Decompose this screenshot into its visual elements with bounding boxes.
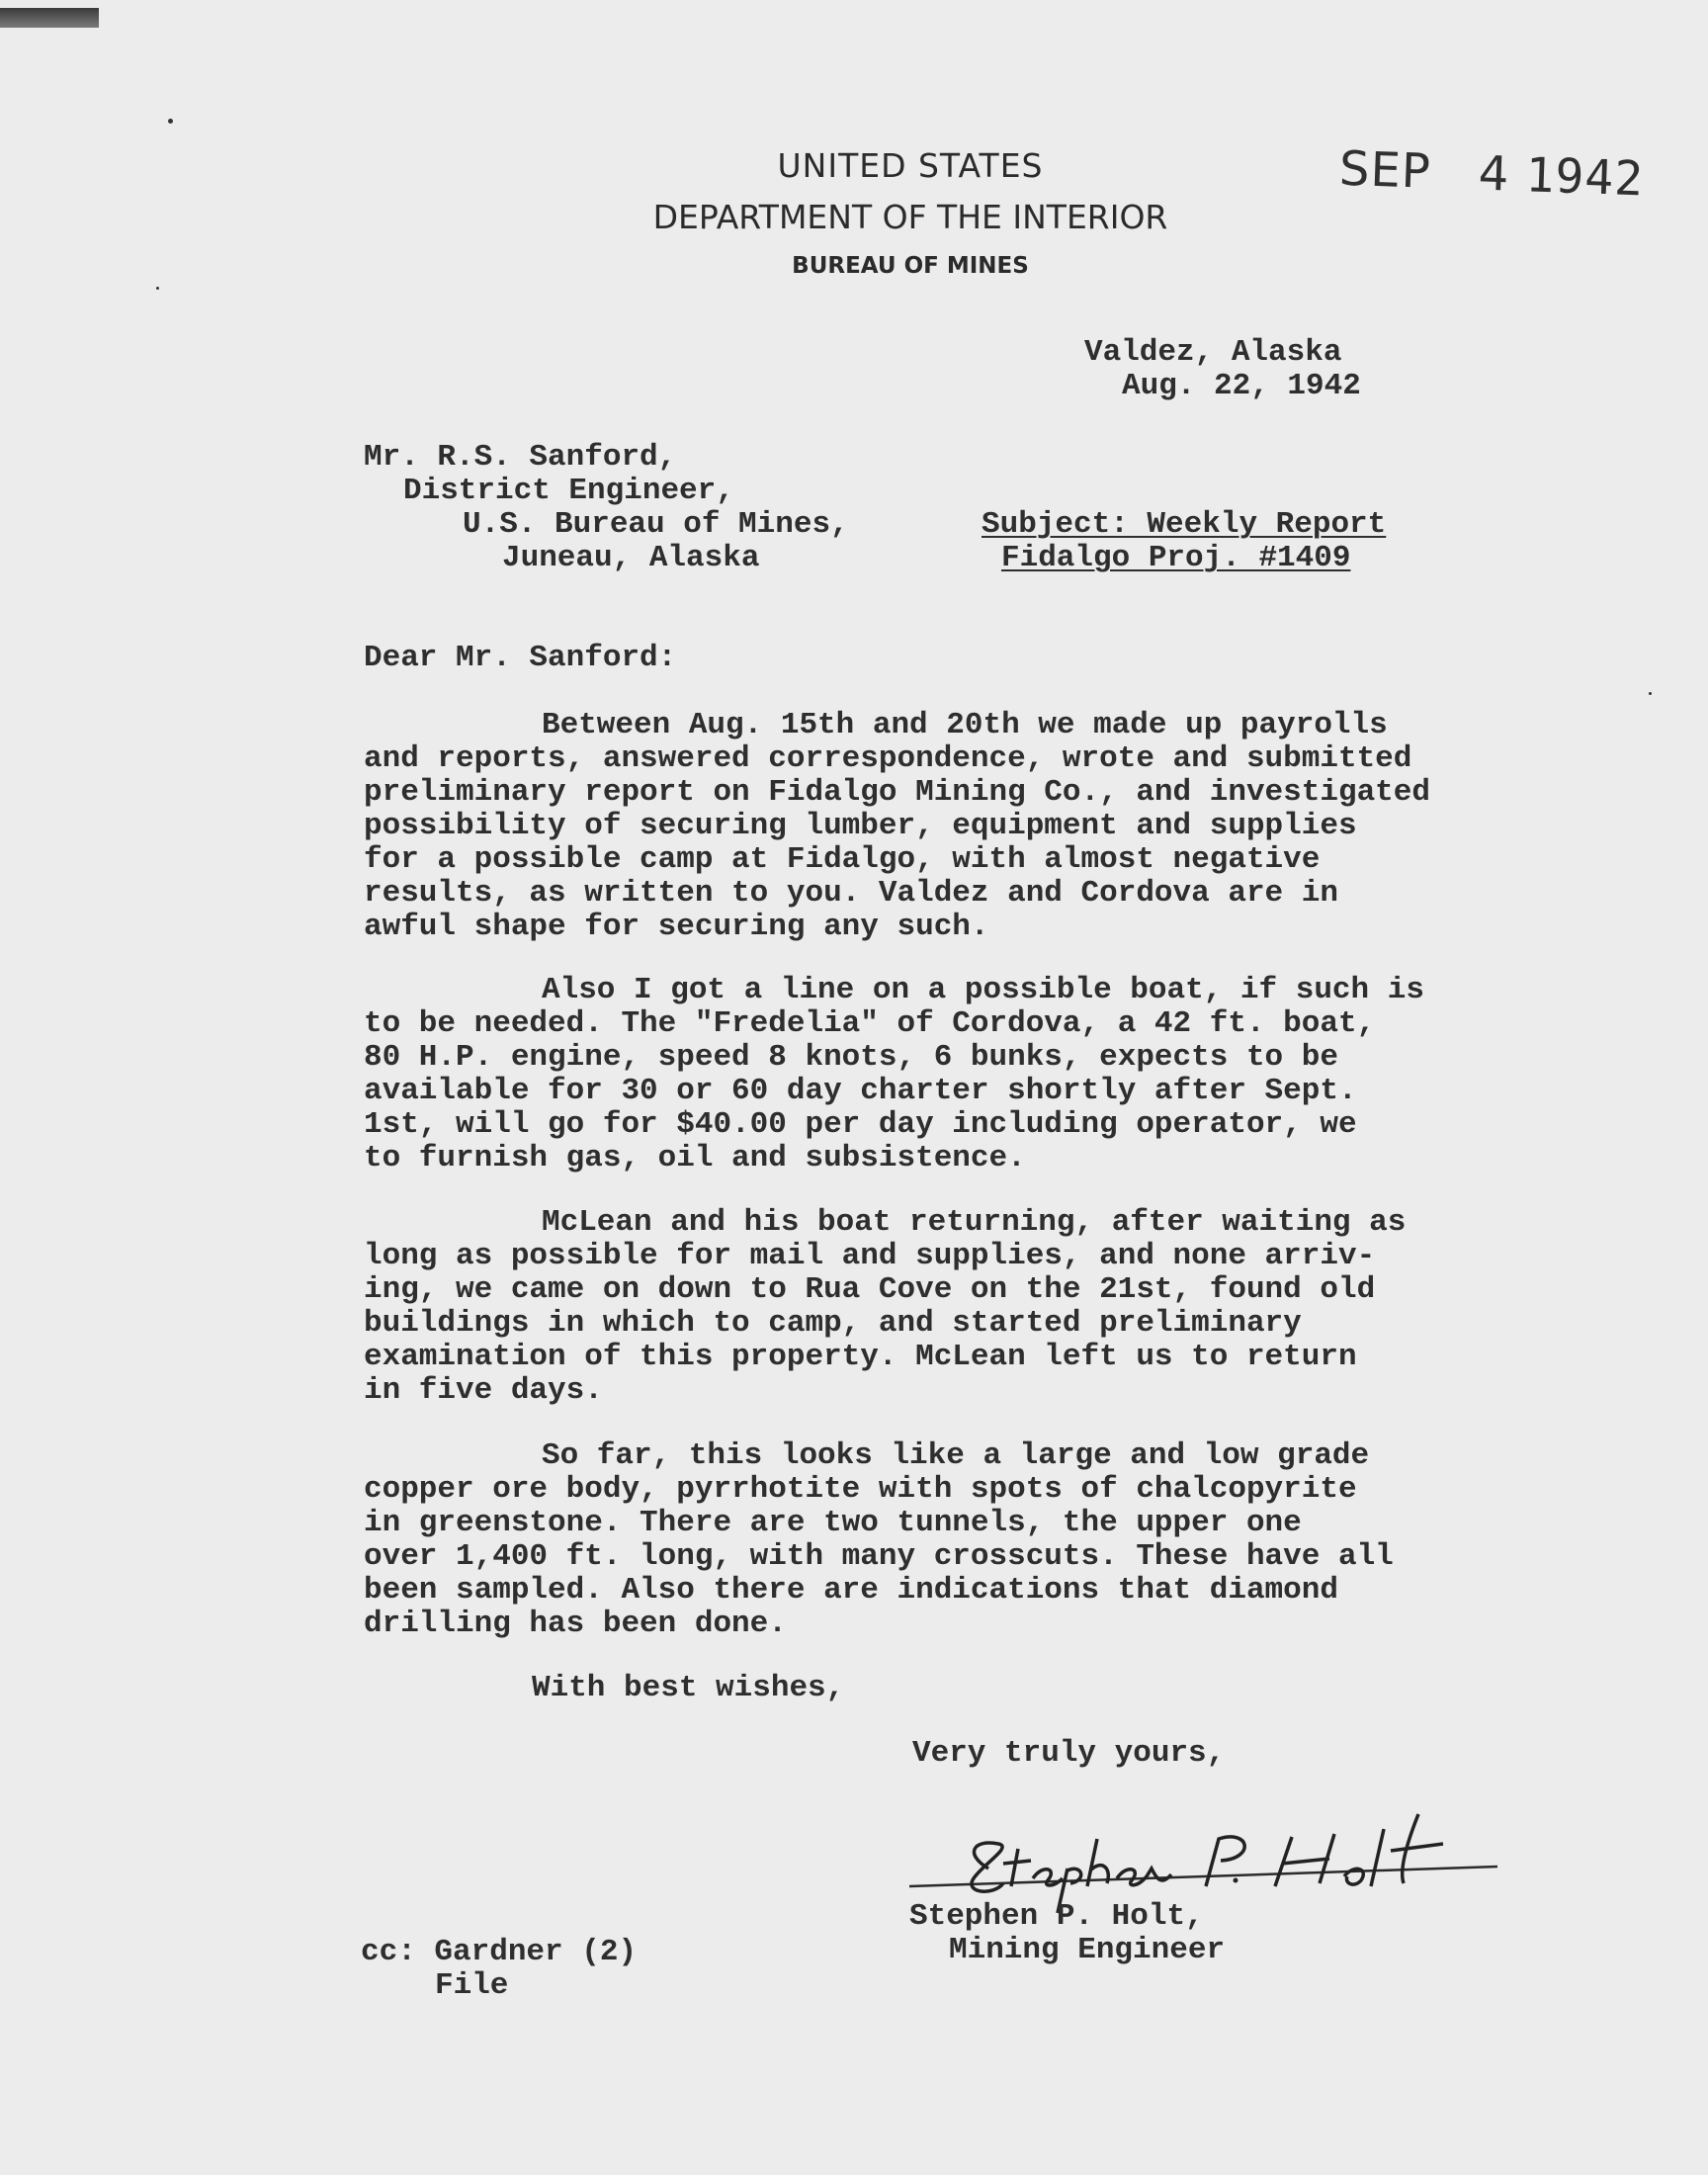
- cc-line-1: cc: Gardner (2): [361, 1935, 638, 1969]
- paragraph-line: for a possible camp at Fidalgo, with almost negative: [364, 842, 1321, 877]
- received-date-stamp: [1338, 141, 1645, 208]
- paragraph-line: long as possible for mail and supplies, and none arriv-: [364, 1239, 1376, 1273]
- paragraph-line: results, as written to you. Valdez and Cordova are in: [364, 876, 1338, 911]
- subject-line-2: Fidalgo Proj. #1409: [1001, 541, 1351, 575]
- paragraph-line: to furnish gas, oil and subsistence.: [364, 1141, 1026, 1175]
- paragraph-line: preliminary report on Fidalgo Mining Co., and investigated: [364, 775, 1430, 810]
- paragraph-line: ing, we came on down to Rua Cove on the 21st, found old: [364, 1272, 1376, 1307]
- paragraph-line: over 1,400 ft. long, with many crosscuts. These have all: [364, 1539, 1394, 1574]
- paragraph-line: Also I got a line on a possible boat, if such is: [542, 973, 1424, 1007]
- paragraph-line: been sampled. Also there are indications that diamond: [364, 1573, 1338, 1608]
- letter-page: UNITED STATES DEPARTMENT OF THE INTERIOR BUREAU OF MINES SEP 4 1942 Valdez, Alaska Aug. 22, 1942 Mr. R.S. Sanford, District Engineer, U.S. Bureau of Mines, Juneau, Alaska Subject: Weekly Report Fidalgo Proj. #1409 Dear Mr. Sanford: Between Aug. 15th and 20th we made up payrolls and reports, answered correspondence, wrote and submitted preliminary report on Fidalgo Mining Co., and investigated possibility of securing lumber, equipment and supplies for a possible camp at Fidalgo, with almost negative results, as written to you. Valdez and Cordova are in awful shape for securing any such. Also I got a line on a possible boat, if such is to be needed. The "Fredelia" of Cordova, a 42 ft. boat, 80 H.P. engine, speed 8 knots, 6 bunks, expects to be available for 30 or 60 day charter shortly after Sept. 1st, will go for $40.00 per day including operator, we to furnish gas, oil and subsistence. McLean and his boat returning, after waiting as long as possible for mail and supplies, and none arriv- ing, we came on down to Rua Cove on the 21st, found old buildings in which to camp, and started preliminary examination of this property. McLean left us to return in five days. So far, this looks like a large and low grade copper ore body, pyrrhotite with spots of chalcopyrite in greenstone. There are two tunnels, the upper one over 1,400 ft. long, with many crosscuts. These have all been sampled. Also there are indications that diamond drilling has been done. With best wishes, Very truly yours, Stephen P. Holt, Mining Engineer cc: Gardner (2) File: [0, 0, 1708, 2175]
- paragraph-line: available for 30 or 60 day charter shortly after Sept.: [364, 1074, 1357, 1108]
- paragraph-line: possibility of securing lumber, equipment and supplies: [364, 809, 1357, 843]
- stamp-day: 4: [1477, 145, 1511, 203]
- paragraph-line: in greenstone. There are two tunnels, the upper one: [364, 1506, 1302, 1540]
- paragraph-line: buildings in which to camp, and started preliminary: [364, 1306, 1302, 1341]
- scan-speck: [1649, 692, 1652, 695]
- addressee-line-3: U.S. Bureau of Mines,: [463, 507, 849, 542]
- subject-line-1: Subject: Weekly Report: [982, 507, 1387, 542]
- addressee-line-2: District Engineer,: [403, 474, 734, 508]
- signer-name: Stephen P. Holt,: [909, 1899, 1204, 1934]
- paragraph-line: awful shape for securing any such.: [364, 910, 989, 944]
- paragraph-line: in five days.: [364, 1373, 603, 1408]
- paragraph-line: 1st, will go for $40.00 per day including operator, we: [364, 1107, 1357, 1142]
- place: Valdez, Alaska: [1084, 335, 1342, 370]
- paragraph-line: drilling has been done.: [364, 1607, 787, 1641]
- signer-title: Mining Engineer: [949, 1933, 1226, 1967]
- addressee-line-1: Mr. R.S. Sanford,: [364, 440, 677, 475]
- paragraph-line: Between Aug. 15th and 20th we made up payrolls: [542, 708, 1388, 742]
- addressee-line-4: Juneau, Alaska: [502, 541, 760, 575]
- closing-wishes: With best wishes,: [532, 1671, 845, 1705]
- scan-speck: [156, 287, 159, 290]
- stamp-month: SEP: [1338, 140, 1432, 200]
- scan-speck: [168, 119, 173, 124]
- paragraph-line: copper ore body, pyrrhotite with spots of chalcopyrite: [364, 1472, 1357, 1507]
- paragraph-line: 80 H.P. engine, speed 8 knots, 6 bunks, expects to be: [364, 1040, 1338, 1075]
- salutation: Dear Mr. Sanford:: [364, 641, 677, 675]
- paragraph-line: to be needed. The "Fredelia" of Cordova, a 42 ft. boat,: [364, 1006, 1376, 1041]
- letter-date: Aug. 22, 1942: [1122, 369, 1361, 403]
- paragraph-line: examination of this property. McLean left us to return: [364, 1340, 1357, 1374]
- stamp-year: 1942: [1524, 147, 1646, 208]
- scan-corner-mark: [0, 8, 99, 28]
- complimentary-close: Very truly yours,: [912, 1736, 1226, 1771]
- cc-line-2: File: [435, 1968, 509, 2003]
- paragraph-line: So far, this looks like a large and low grade: [542, 1438, 1370, 1473]
- paragraph-line: McLean and his boat returning, after waiting as: [542, 1205, 1407, 1240]
- paragraph-line: and reports, answered correspondence, wrote and submitted: [364, 741, 1412, 776]
